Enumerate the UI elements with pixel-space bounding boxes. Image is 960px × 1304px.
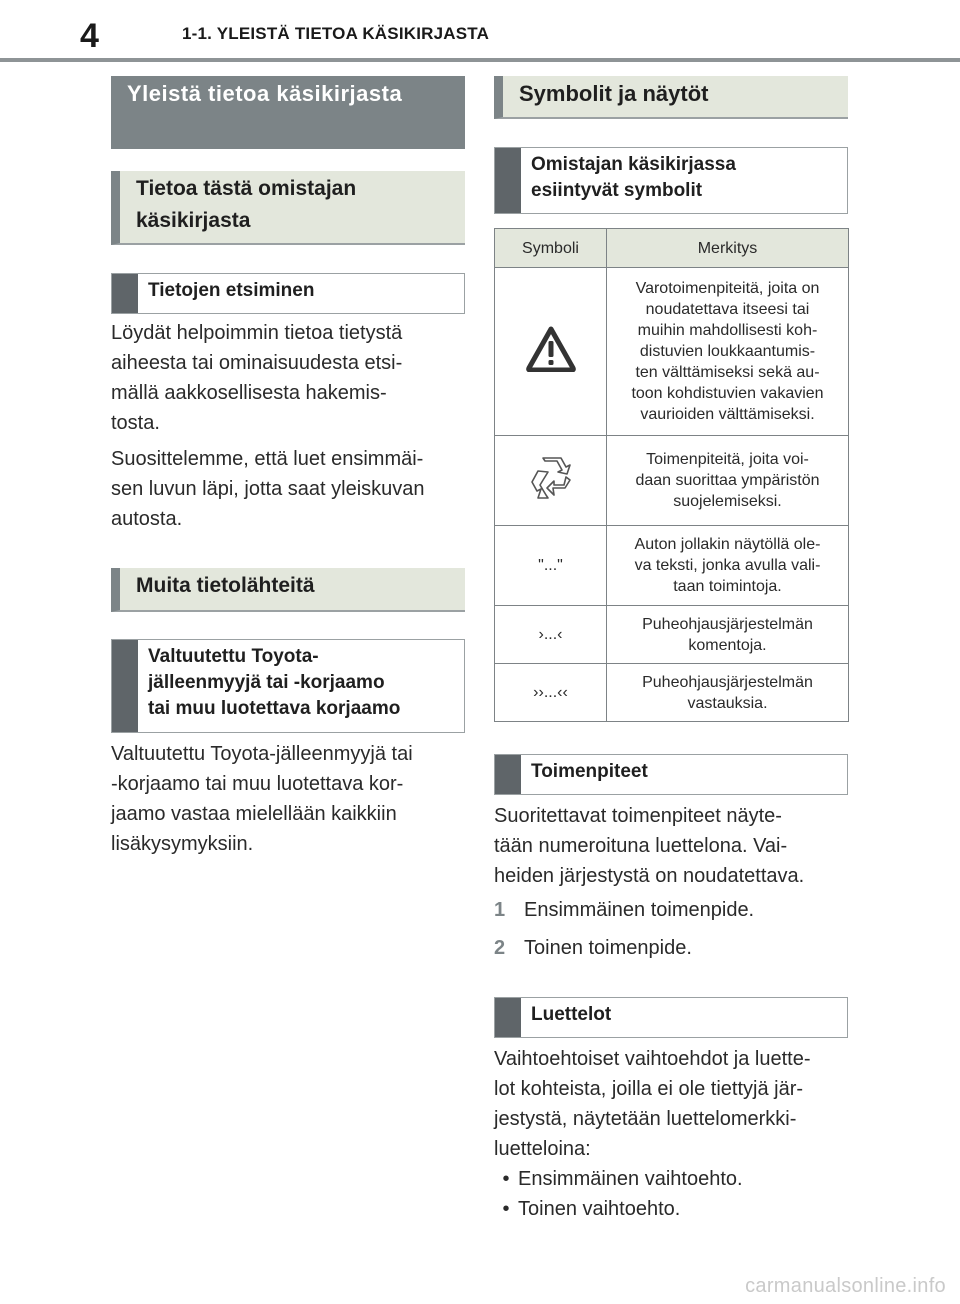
meaning-line: Puheohjausjärjestelmän	[642, 615, 813, 633]
warning-triangle-icon	[526, 326, 576, 372]
para-actions	[494, 801, 854, 891]
symbol-cell: "..."	[495, 526, 607, 606]
meaning-cell	[607, 664, 849, 722]
recycle-icon	[528, 455, 574, 501]
para-actions-line: heiden järjestystä on noudatettava.	[494, 865, 805, 887]
para-lists-line: lot kohteista, joilla ei ole tiettyjä jär-	[494, 1078, 804, 1100]
para-recommend-line: autosta.	[111, 508, 183, 530]
meaning-line: toon kohdistuvien vakavien	[631, 385, 824, 402]
table-row	[495, 526, 849, 606]
meaning-line: muihin mahdollisesti koh-	[637, 322, 818, 339]
table-header-symbol: Symboli	[495, 229, 607, 268]
page-header	[0, 0, 960, 64]
meaning-line: vaurioiden välttämiseksi.	[640, 406, 815, 423]
list-item	[494, 1164, 854, 1194]
meaning-line: taan toimintoja.	[673, 578, 782, 595]
list-item	[494, 1194, 854, 1224]
section-heading-symbols-text: Symbolit ja näytöt	[519, 81, 709, 106]
symbol-cell: ›...‹	[495, 606, 607, 664]
table-row	[495, 606, 849, 664]
para-search-line: tosta.	[111, 412, 160, 434]
section-heading-general	[111, 76, 465, 149]
topic-bar	[112, 274, 138, 313]
meaning-line: noudatettava itseesi tai	[645, 301, 810, 318]
para-recommend-line: Suosittelemme, että luet ensimmäi-	[111, 448, 424, 470]
subheading-about-manual-text: Tietoa tästä omistajan käsikirjasta	[136, 177, 357, 232]
section-heading-symbols	[494, 76, 848, 119]
meaning-cell	[607, 268, 849, 436]
para-search	[111, 318, 465, 534]
topic-heading-symbols-line: Omistajan käsikirjassa	[531, 154, 736, 175]
table-row	[495, 268, 849, 436]
symbols-table	[494, 228, 849, 722]
topic-bar	[495, 148, 521, 213]
meaning-cell	[607, 606, 849, 664]
footer-watermark: carmanualsonline.info	[745, 1275, 946, 1297]
para-lists	[494, 1044, 854, 1224]
topic-heading-search	[111, 273, 465, 314]
table-row	[495, 664, 849, 722]
step-text: Ensimmäinen toimenpide.	[524, 899, 755, 921]
topic-heading-dealer-line: tai muu luotettava korjaamo	[148, 698, 401, 719]
para-actions-line: Suoritettavat toimenpiteet näyte-	[494, 805, 782, 827]
meaning-line: distuvien loukkaantumis-	[639, 343, 816, 360]
list-item	[494, 933, 848, 971]
meaning-line: suojelemiseksi.	[673, 493, 782, 510]
bullet-text: Ensimmäinen vaihtoehto.	[518, 1168, 743, 1190]
subheading-other-sources	[111, 568, 465, 612]
symbol-cell: ››...‹‹	[495, 664, 607, 722]
para-dealer-line: -korjaamo tai muu luotettava kor-	[111, 773, 404, 795]
step-number: 1	[494, 899, 506, 921]
meaning-cell	[607, 526, 849, 606]
topic-heading-symbols-line: esiintyvät symbolit	[531, 180, 703, 201]
meaning-line: komentoja.	[688, 636, 767, 654]
meaning-line: Varotoimenpiteitä, joita on	[635, 280, 820, 297]
topic-heading-dealer	[111, 639, 465, 733]
step-text: Toinen toimenpide.	[524, 937, 692, 959]
step-number: 2	[494, 937, 506, 959]
meaning-line: ten välttämiseksi sekä au-	[635, 364, 820, 381]
meaning-line: Toimenpiteitä, joita voi-	[646, 451, 809, 468]
subheading-other-sources-text: Muita tietolähteitä	[136, 574, 315, 597]
table-row	[495, 436, 849, 526]
bullet-dot: •	[502, 1168, 510, 1190]
para-lists-line: Vaihtoehtoiset vaihtoehdot ja luette-	[494, 1048, 811, 1070]
steps-list	[494, 895, 848, 971]
topic-heading-lists-text: Luettelot	[531, 1004, 612, 1025]
para-search-line: mällä aakkosellisesta hakemis-	[111, 382, 387, 404]
meaning-line: daan suorittaa ympäristön	[635, 472, 820, 489]
para-dealer-line: lisäkysymyksiin.	[111, 833, 254, 855]
para-actions-line: tään numeroituna luettelona. Vai-	[494, 835, 788, 857]
para-recommend-line: sen luvun läpi, jotta saat yleiskuvan	[111, 478, 425, 500]
table-header-row	[495, 229, 849, 268]
meaning-cell	[607, 436, 849, 526]
topic-heading-symbols	[494, 147, 848, 214]
meaning-line: Auton jollakin näytöllä ole-	[634, 536, 821, 553]
symbol-cell	[495, 436, 607, 526]
para-search-line: aiheesta tai ominaisuudesta etsi-	[111, 352, 403, 374]
topic-heading-dealer-line: jälleenmyyjä tai -korjaamo	[148, 672, 385, 693]
bullet-dot: •	[502, 1198, 510, 1220]
para-search-line: Löydät helpoimmin tietoa tietystä	[111, 322, 403, 344]
header-rule	[0, 58, 960, 62]
topic-heading-actions-text: Toimenpiteet	[531, 761, 648, 782]
topic-bar	[112, 640, 138, 732]
topic-bar	[495, 755, 521, 794]
topic-heading-lists	[494, 997, 848, 1038]
symbol-cell	[495, 268, 607, 436]
para-lists-line: jestystä, näytetään luettelomerkki-	[494, 1108, 797, 1130]
chapter-title: 1-1. YLEISTÄ TIETOA KÄSIKIRJASTA	[182, 24, 490, 43]
meaning-line: Puheohjausjärjestelmän	[642, 673, 813, 691]
meaning-line: vastauksia.	[687, 694, 768, 712]
para-lists-line: luetteloina:	[494, 1138, 591, 1160]
topic-heading-search-text: Tietojen etsiminen	[148, 280, 315, 301]
section-heading-general-text: Yleistä tietoa käsikirjasta	[127, 81, 403, 106]
para-dealer-line: Valtuutettu Toyota-jälleenmyyjä tai	[111, 743, 413, 765]
bullet-text: Toinen vaihtoehto.	[518, 1198, 681, 1220]
topic-heading-dealer-line: Valtuutettu Toyota-	[148, 646, 319, 667]
meaning-line: va teksti, jonka avulla vali-	[634, 557, 821, 574]
subheading-about-manual	[111, 171, 465, 245]
table-header-meaning: Merkitys	[607, 229, 849, 268]
list-item	[494, 895, 848, 933]
topic-heading-actions	[494, 754, 848, 795]
topic-bar	[495, 998, 521, 1037]
para-dealer	[111, 739, 465, 859]
para-dealer-line: jaamo vastaa mielellään kaikkiin	[111, 803, 397, 825]
page-number: 4	[80, 17, 99, 55]
